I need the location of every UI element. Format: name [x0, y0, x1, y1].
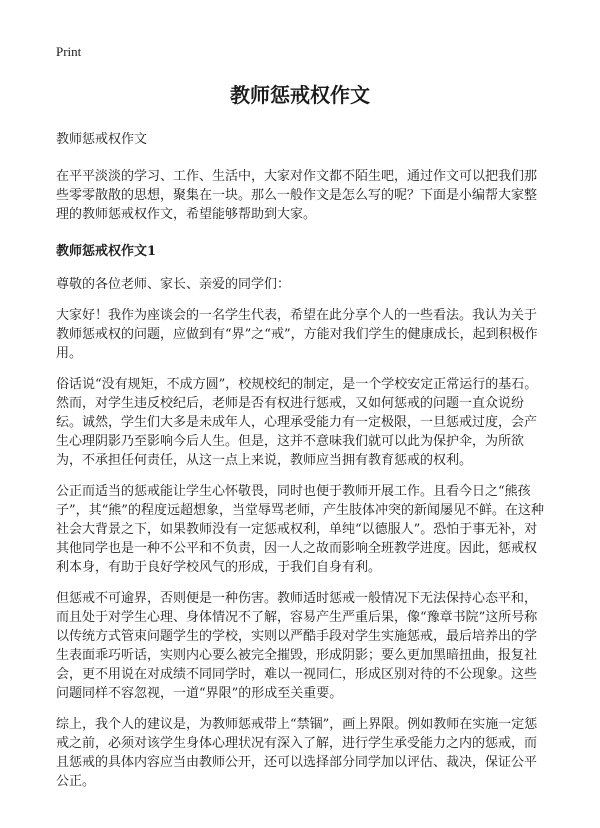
body-paragraph: 公正而适当的惩戒能让学生心怀敬畏，同时也便于教师开展工作。且看今日之“熊孩子”，其“熊”的程度远超想象，当堂辱骂老师，产生肢体冲突的新闻屡见不鲜。在这种社会大背景之下，如果教师没有一定惩戒权利，单纯“以德服人”。恐怕于事无补，对其他同学也是一种不公平和不负责，因一人之故而影响全班教学进度。因此，惩戒权利本身，有助于良好学校风气的形成，于我们自身有利。 — [56, 484, 544, 575]
body-paragraph: 俗话说“没有规矩，不成方圆”，校规校纪的制定，是一个学校安定正常运行的基石。然而，对学生违反校纪后，老师是否有权进行惩戒，又如何惩戒的问题一直众说纷纭。诚然，学生们大多是未成年人，心理承受能力有一定极限，一旦惩戒过度，会产生心理阴影乃至影响今后人生。但是，这并不意味我们就可以此为保护伞，为所欲为，不承担任何责任，从这一点上来说，教师应当拥有教育惩戒的权利。 — [56, 377, 538, 468]
body-paragraph: 但惩戒不可逾界，否则便是一种伤害。教师适时惩戒一般情况下无法保持心态平和，而且处于对学生心理、身体情况不了解，容易产生严重后果，像“豫章书院”这所号称以传统方式管束问题学生的学校，实则以严酷手段对学生实施惩戒，最后培养出的学生表面乖巧听话，实则内心要么被完全摧毁，形成阴影；要么更加黑暗扭曲，报复社会，更不用说在对成绩不同同学时，难以一视同仁，形成区别对待的不公现象。这些问题同样不容忽视，一道“界限”的形成至关重要。 — [56, 591, 538, 701]
intro-paragraph: 在平平淡淡的学习、工作、生活中，大家对作文都不陌生吧，通过作文可以把我们那些零零散散的思想，聚集在一块。那么一般作文是怎么写的呢？下面是小编帮大家整理的教师惩戒权作文，希望能够帮助到大家。 — [56, 169, 538, 222]
print-label: Print — [56, 44, 82, 59]
section-heading: 教师惩戒权作文1 — [56, 244, 157, 259]
page-title: 教师惩戒权作文 — [230, 83, 370, 107]
document-subtitle: 教师惩戒权作文 — [56, 132, 148, 147]
greeting-paragraph: 尊敬的各位老师、家长、亲爱的同学们： — [56, 277, 291, 292]
body-paragraph: 大家好！我作为座谈会的一名学生代表，希望在此分享个人的一些看法。我认为关于教师惩戒权的问题，应做到有“界”之“戒”，方能对我们学生的健康成长，起到积极作用。 — [56, 308, 538, 361]
body-paragraph: 综上，我个人的建议是，为教师惩戒带上“禁锢”，画上界限。例如教师在实施一定惩戒之前，必须对该学生身体心理状况有深入了解，进行学生承受能力之内的惩戒，而且惩戒的具体内容应当由教师公开，还可以选择部分同学加以评估、裁决，保证公平公正。 — [56, 717, 538, 789]
